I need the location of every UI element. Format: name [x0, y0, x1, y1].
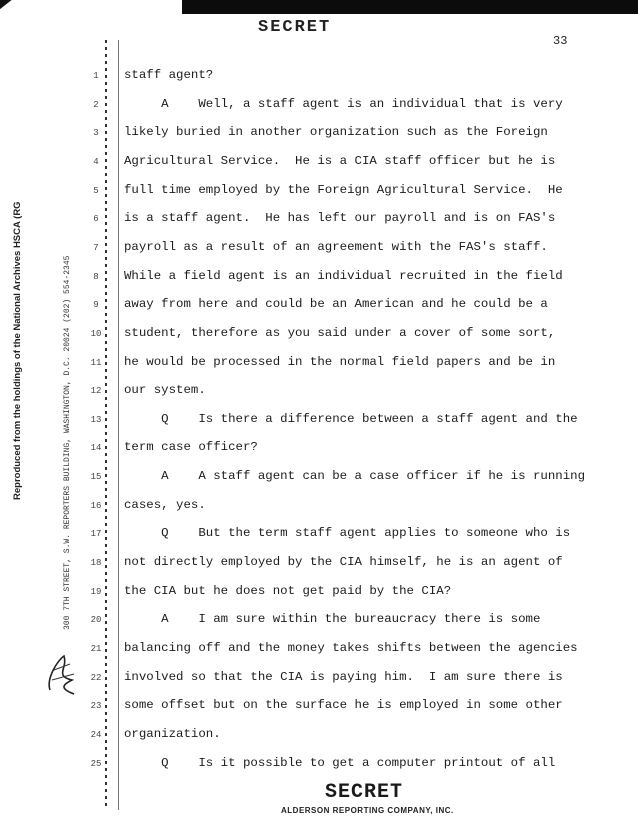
transcript-line: away from here and could be an American and he could be a — [124, 297, 548, 312]
margin-rule — [118, 40, 119, 810]
transcript-line: term case officer? — [124, 440, 258, 455]
transcript-line: organization. — [124, 726, 221, 741]
line-number: 23 — [90, 701, 102, 712]
line-number: 5 — [93, 185, 99, 196]
classification-stamp-top: SECRET — [258, 18, 332, 37]
transcript-line: Q Is there a difference between a staff agent and the — [124, 411, 578, 426]
line-number: 14 — [90, 443, 102, 454]
scan-diagonal-mark — [0, 0, 128, 20]
line-number: 7 — [93, 242, 99, 253]
reporting-company-footer: ALDERSON REPORTING COMPANY, INC. — [281, 806, 454, 815]
line-number: 12 — [90, 386, 102, 397]
transcript-line: While a field agent is an individual recruited in the field — [124, 268, 563, 283]
transcript-line: student, therefore as you said under a cover of some sort, — [124, 325, 556, 340]
line-number: 2 — [93, 99, 99, 110]
line-number: 17 — [90, 529, 102, 540]
line-number: 6 — [93, 214, 99, 225]
transcript-line: Q Is it possible to get a computer printout of all — [124, 755, 556, 770]
margin-rule-dotted — [105, 40, 107, 810]
line-number: 8 — [93, 271, 99, 282]
transcript-line: not directly employed by the CIA himself, he is an agent of — [124, 555, 563, 570]
scan-top-edge — [182, 0, 638, 14]
line-number: 4 — [93, 156, 99, 167]
line-number: 24 — [90, 729, 102, 740]
transcript-line: the CIA but he does not get paid by the CIA? — [124, 583, 452, 598]
transcript-line: A A staff agent can be a case officer if he is running — [124, 469, 586, 484]
line-number: 22 — [90, 672, 102, 683]
transcript-line: some offset but on the surface he is employed in some other — [124, 698, 563, 713]
line-number: 3 — [93, 128, 99, 139]
transcript-line: likely buried in another organization such as the Foreign — [124, 125, 548, 140]
line-number: 15 — [90, 472, 102, 483]
line-number: 25 — [90, 758, 102, 769]
transcript-line: he would be processed in the normal field papers and be in — [124, 354, 556, 369]
line-number: 10 — [90, 328, 102, 339]
line-number: 18 — [90, 558, 102, 569]
transcript-line: full time employed by the Foreign Agricultural Service. He — [124, 182, 563, 197]
line-number: 1 — [93, 71, 99, 81]
line-number: 9 — [93, 300, 99, 311]
transcript-line: is a staff agent. He has left our payroll and is on FAS's — [124, 211, 556, 226]
transcript-line: balancing off and the money takes shifts between the agencies — [124, 641, 578, 655]
line-number: 20 — [90, 615, 102, 626]
reporter-address: 300 7TH STREET, S.W. REPORTERS BUILDING, WASHINGTON, D.C. 20024 (202) 554-2345 — [63, 255, 72, 630]
transcript-line: Agricultural Service. He is a CIA staff officer but he is — [124, 153, 556, 168]
page-number: 33 — [553, 34, 568, 48]
line-number: 13 — [90, 414, 102, 425]
transcript-line: cases, yes. — [124, 497, 206, 512]
line-number: 11 — [90, 357, 102, 368]
transcript-line: A Well, a staff agent is an individual that is very — [124, 96, 563, 111]
handwritten-initials-icon — [44, 650, 80, 698]
archive-side-note: Reproduced from the holdings of the National Archives HSCA (RG — [12, 201, 23, 500]
transcript-line: Q But the term staff agent applies to someone who is — [124, 526, 571, 541]
transcript-line: staff agent? — [124, 68, 214, 82]
transcript-line: involved so that the CIA is paying him. I am sure there is — [124, 669, 563, 684]
line-number: 21 — [90, 644, 102, 654]
line-number: 19 — [90, 586, 102, 597]
transcript-line: payroll as a result of an agreement with the FAS's staff. — [124, 239, 548, 254]
line-number: 16 — [90, 500, 102, 511]
transcript-line: A I am sure within the bureaucracy there is some — [124, 612, 541, 627]
classification-stamp-bottom: SECRET — [325, 781, 404, 804]
transcript-line: our system. — [124, 383, 206, 398]
